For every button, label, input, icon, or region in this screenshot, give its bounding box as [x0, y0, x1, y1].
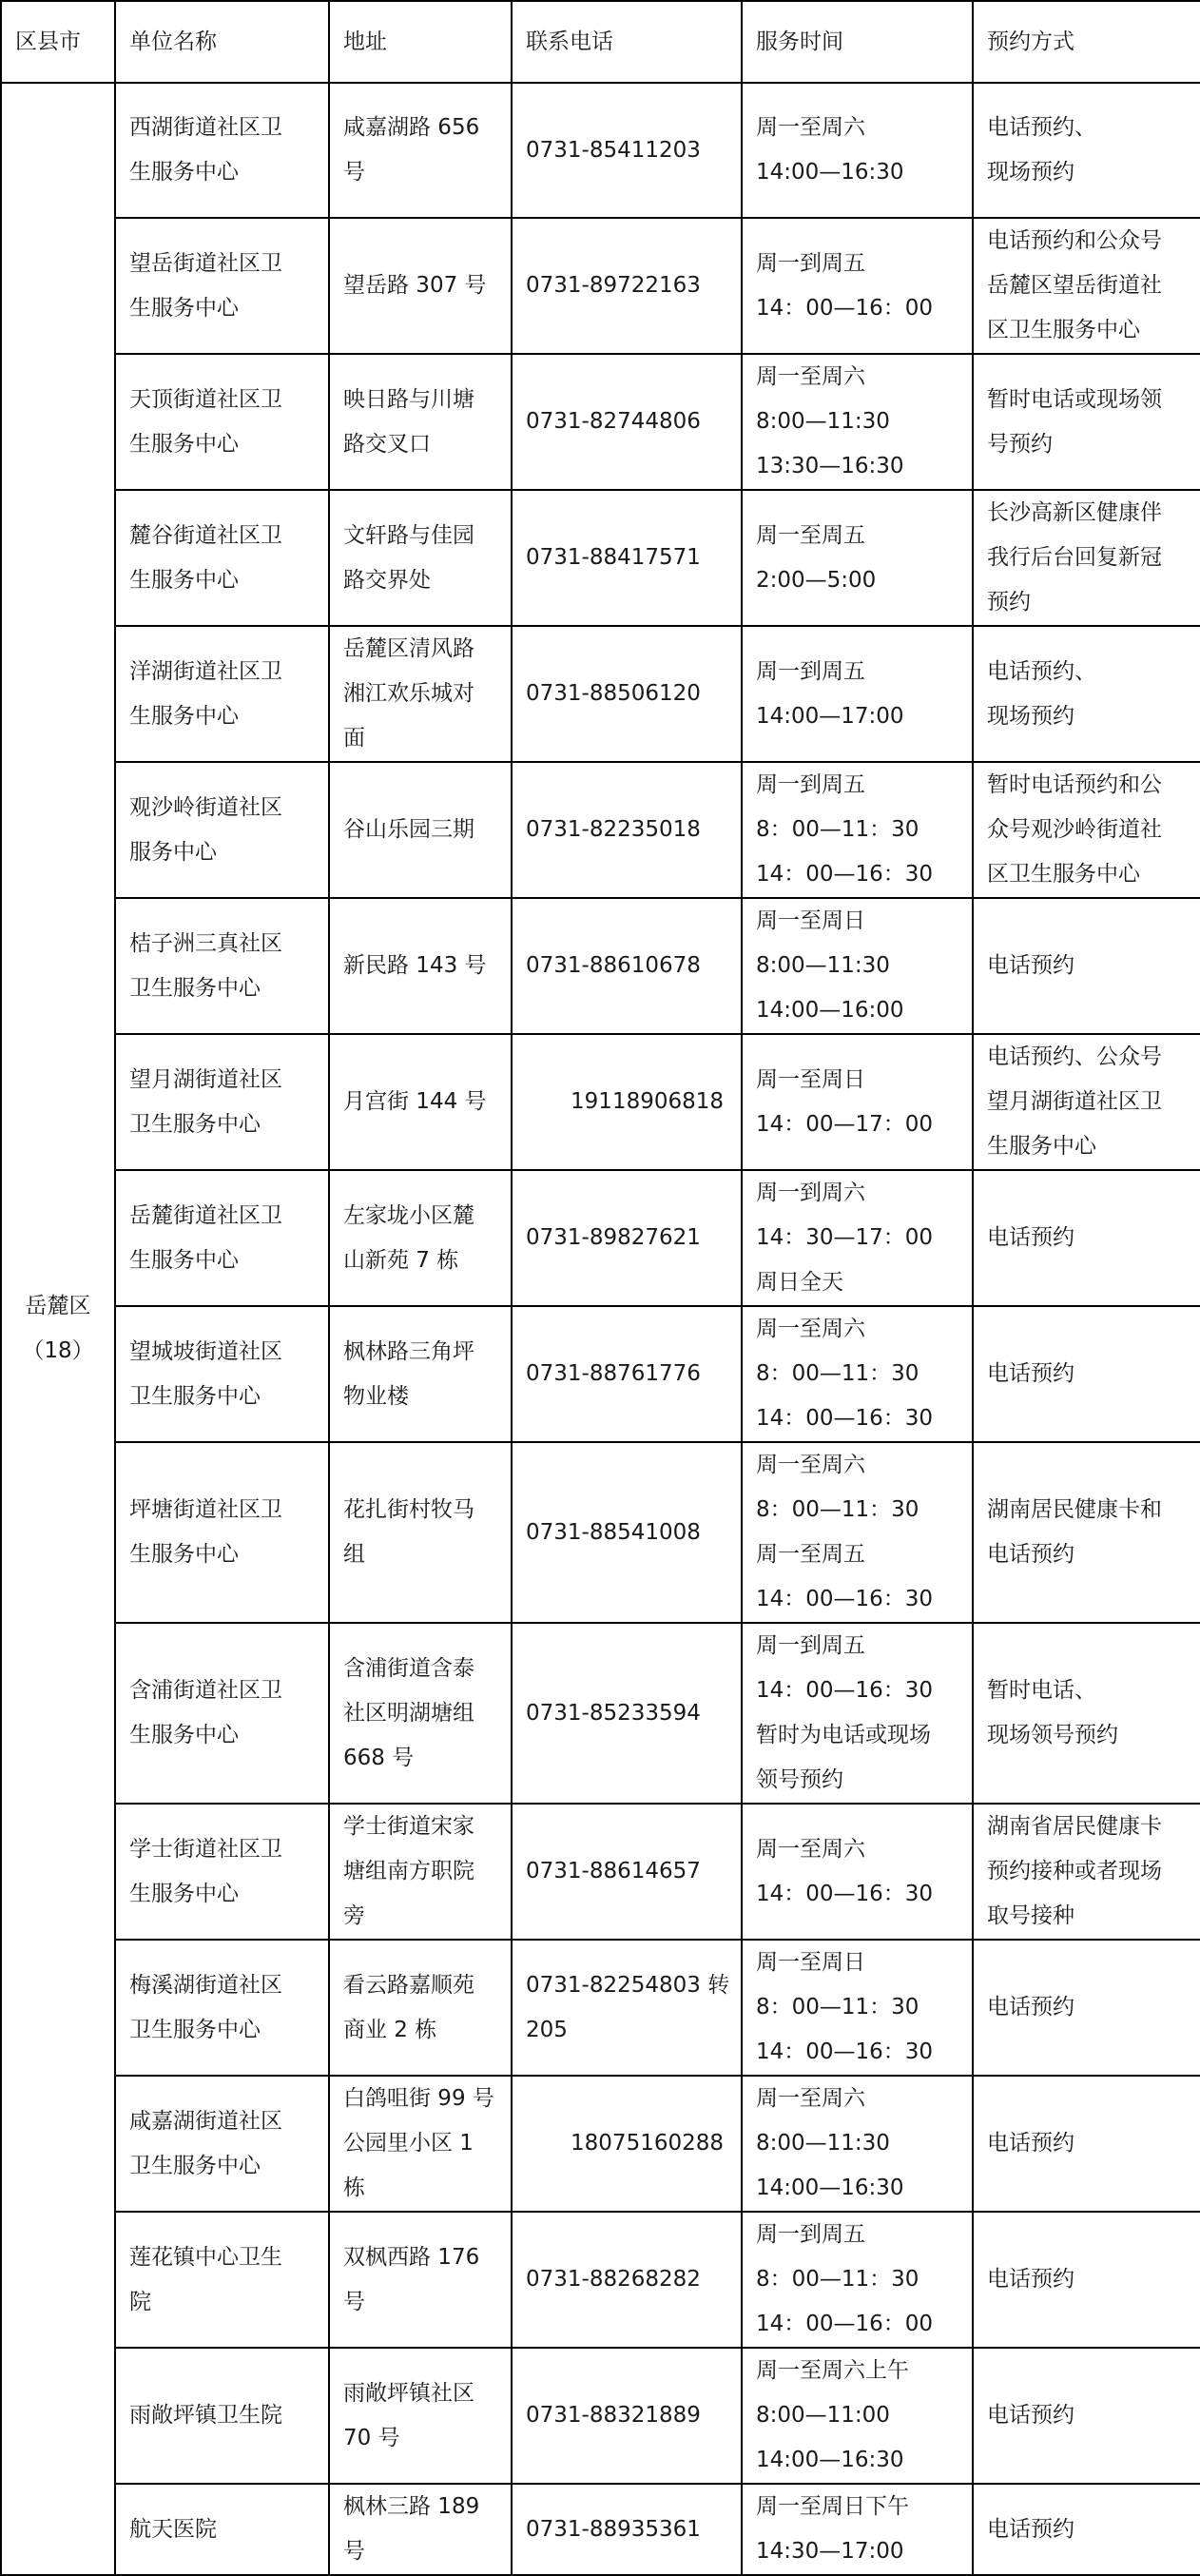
service-hours-line: 周一至周日	[756, 1950, 865, 1975]
service-hours-line: 周一至周五	[756, 522, 865, 548]
booking-method-line: 取号接种	[987, 1903, 1074, 1928]
service-hours-cell	[742, 762, 973, 898]
unit-name-line: 生服务中心	[129, 431, 239, 457]
service-hours-line: 周一至周六	[756, 1317, 865, 1341]
service-hours-line: 领号预约	[756, 1767, 843, 1792]
booking-method-line: 电话预约	[987, 2403, 1074, 2428]
address-line: 文轩路与佳园	[343, 522, 474, 548]
service-hours-line: 14：00—16：30	[756, 1881, 934, 1906]
unit-name-line: 卫生服务中心	[129, 975, 261, 1001]
service-hours-cell	[742, 1034, 973, 1170]
unit-name-line: 卫生服务中心	[129, 1111, 261, 1137]
phone-cell	[512, 1034, 742, 1170]
booking-method-line: 现场预约	[987, 160, 1074, 185]
unit-name-line: 咸嘉湖街道社区	[129, 2108, 282, 2134]
phone-line: 0731-82744806	[526, 409, 701, 434]
table-row	[1, 2076, 1200, 2212]
booking-method-line: 预约	[987, 590, 1031, 615]
unit-name-line: 洋湖街道社区卫	[129, 658, 282, 684]
address-cell	[329, 1940, 512, 2076]
table-row	[1, 1804, 1200, 1940]
booking-method-cell	[973, 1804, 1200, 1940]
unit-name-line: 生服务中心	[129, 295, 239, 321]
address-cell	[329, 218, 512, 354]
address-cell	[329, 1623, 512, 1804]
address-line: 望岳路 307 号	[343, 273, 487, 298]
unit-name-line: 生服务中心	[129, 160, 239, 185]
address-line: 社区明湖塘组	[343, 1700, 474, 1726]
service-hours-line: 14:00—16:30	[756, 160, 904, 185]
address-line: 号	[343, 2289, 365, 2314]
service-hours-cell	[742, 1442, 973, 1623]
service-hours-cell	[742, 1306, 973, 1442]
phone-cell	[512, 1940, 742, 2076]
address-line: 枫林路三角坪	[343, 1338, 474, 1364]
table-row	[1, 83, 1200, 218]
phone-cell	[512, 2076, 742, 2212]
phone-line: 18075160288	[571, 2131, 724, 2156]
unit-name-cell	[115, 1804, 329, 1940]
unit-name-line: 含浦街道社区卫	[129, 1678, 282, 1703]
booking-method-line: 电话预约	[987, 1361, 1074, 1386]
unit-name-cell	[115, 626, 329, 762]
unit-name-line: 学士街道社区卫	[129, 1836, 282, 1862]
booking-method-line: 电话预约	[987, 953, 1074, 978]
phone-cell	[512, 1804, 742, 1940]
unit-name-line: 莲花镇中心卫生	[129, 2244, 282, 2270]
address-line: 路交界处	[343, 567, 431, 593]
booking-method-line: 电话预约、	[987, 115, 1096, 140]
service-hours-line: 周一到周五	[756, 1633, 865, 1658]
booking-method-line: 湖南居民健康卡和	[987, 1497, 1162, 1522]
phone-line: 0731-89827621	[526, 1225, 701, 1250]
booking-method-cell	[973, 1034, 1200, 1170]
unit-name-line: 生服务中心	[129, 1881, 239, 1906]
phone-cell	[512, 1623, 742, 1804]
booking-method-cell	[973, 1940, 1200, 2076]
table-row	[1, 626, 1200, 762]
phone-cell	[512, 762, 742, 898]
booking-method-line: 我行后台回复新冠	[987, 545, 1162, 570]
booking-method-cell	[973, 1623, 1200, 1804]
table-row	[1, 490, 1200, 626]
address-line: 公园里小区 1	[343, 2131, 474, 2156]
booking-method-line: 区卫生服务中心	[987, 318, 1140, 342]
service-hours-line: 周一到周五	[756, 2222, 865, 2247]
service-hours-line: 14:00—17:00	[756, 703, 904, 729]
unit-name-cell	[115, 1623, 329, 1804]
address-line: 映日路与川塘	[343, 386, 474, 412]
service-hours-cell	[742, 2348, 973, 2484]
booking-method-line: 长沙高新区健康伴	[987, 500, 1162, 525]
service-hours-cell	[742, 2484, 973, 2575]
unit-name-cell	[115, 354, 329, 490]
unit-name-line: 生服务中心	[129, 1247, 239, 1273]
phone-cell	[512, 898, 742, 1034]
service-hours-line: 14:00—16:30	[756, 2448, 904, 2472]
phone-line: 0731-88610678	[526, 953, 701, 978]
booking-method-line: 电话预约、	[987, 658, 1096, 684]
address-line: 枫林三路 189	[343, 2494, 480, 2519]
address-line: 山新苑 7 栋	[343, 1247, 459, 1273]
booking-method-line: 暂时电话预约和公	[987, 772, 1162, 797]
service-hours-cell	[742, 2212, 973, 2348]
unit-name-line: 坪塘街道社区卫	[129, 1497, 282, 1522]
service-hours-line: 14：00—16：00	[756, 295, 934, 321]
unit-name-cell	[115, 1306, 329, 1442]
phone-cell	[512, 2212, 742, 2348]
service-hours-cell	[742, 2076, 973, 2212]
unit-name-cell	[115, 218, 329, 354]
unit-name-line: 航天医院	[129, 2516, 217, 2542]
address-line: 双枫西路 176	[343, 2244, 480, 2270]
address-line: 含浦街道含泰	[343, 1655, 474, 1681]
booking-method-line: 区卫生服务中心	[987, 862, 1140, 887]
unit-name-cell	[115, 898, 329, 1034]
table-row	[1, 2212, 1200, 2348]
unit-name-line: 望月湖街道社区	[129, 1066, 282, 1092]
address-line: 岳麓区清风路	[343, 636, 474, 661]
address-cell	[329, 898, 512, 1034]
service-hours-line: 周一至周六	[756, 1453, 865, 1477]
service-hours-line: 周日全天	[756, 1270, 843, 1295]
address-line: 新民路 143 号	[343, 953, 487, 978]
phone-cell	[512, 83, 742, 218]
booking-method-line: 众号观沙岭街道社	[987, 817, 1162, 842]
service-hours-line: 8：00—11：30	[756, 817, 919, 842]
address-line: 花扎街村牧马	[343, 1497, 474, 1522]
table-row	[1, 218, 1200, 354]
address-cell	[329, 1170, 512, 1306]
unit-name-line: 生服务中心	[129, 703, 239, 729]
unit-name-line: 麓谷街道社区卫	[129, 522, 282, 548]
phone-line: 0731-88541008	[526, 1519, 701, 1545]
unit-name-cell	[115, 1034, 329, 1170]
phone-line: 0731-89722163	[526, 273, 701, 298]
unit-name-cell	[115, 2484, 329, 2575]
header-district: 区县市	[1, 1, 115, 83]
header-phone: 联系电话	[512, 1, 742, 83]
booking-method-line: 电话预约	[987, 2516, 1074, 2542]
service-hours-line: 14:30—17:00	[756, 2539, 904, 2564]
booking-method-cell	[973, 626, 1200, 762]
address-line: 咸嘉湖路 656	[343, 115, 480, 140]
address-line: 面	[343, 726, 365, 751]
service-hours-line: 周一至周六	[756, 364, 865, 389]
table-row	[1, 1623, 1200, 1804]
unit-name-cell	[115, 2212, 329, 2348]
service-hours-cell	[742, 898, 973, 1034]
table-row	[1, 1940, 1200, 2076]
phone-cell	[512, 626, 742, 762]
service-hours-line: 8:00—11:30	[756, 2131, 890, 2156]
service-hours-line: 周一至周日下午	[756, 2494, 909, 2519]
service-hours-line: 8：00—11：30	[756, 2267, 919, 2292]
table-row	[1, 2484, 1200, 2575]
address-cell	[329, 2076, 512, 2212]
address-line: 组	[343, 1542, 365, 1567]
unit-name-cell	[115, 2076, 329, 2212]
header-booking: 预约方式	[973, 1, 1200, 83]
header-name: 单位名称	[115, 1, 329, 83]
phone-cell	[512, 2348, 742, 2484]
address-line: 号	[343, 2539, 365, 2564]
phone-line: 0731-88321889	[526, 2403, 701, 2428]
booking-method-line: 现场预约	[987, 703, 1074, 729]
address-line: 月宫街 144 号	[343, 1089, 487, 1114]
service-hours-line: 14：30—17：00	[756, 1225, 934, 1250]
address-cell	[329, 1442, 512, 1623]
service-hours-cell	[742, 1170, 973, 1306]
address-cell	[329, 1804, 512, 1940]
address-line: 旁	[343, 1903, 365, 1928]
phone-line: 19118906818	[571, 1089, 724, 1114]
unit-name-line: 西湖街道社区卫	[129, 115, 282, 140]
unit-name-line: 岳麓街道社区卫	[129, 1202, 282, 1228]
booking-method-cell	[973, 898, 1200, 1034]
phone-line: 0731-88417571	[526, 545, 701, 570]
service-hours-cell	[742, 490, 973, 626]
address-line: 668 号	[343, 1745, 415, 1770]
booking-method-cell	[973, 1170, 1200, 1306]
booking-method-cell	[973, 1442, 1200, 1623]
address-line: 看云路嘉顺苑	[343, 1972, 474, 1998]
unit-name-line: 生服务中心	[129, 1723, 239, 1747]
service-hours-line: 8:00—11:30	[756, 409, 890, 434]
unit-name-cell	[115, 490, 329, 626]
address-cell	[329, 490, 512, 626]
unit-name-cell	[115, 1442, 329, 1623]
phone-line: 0731-82235018	[526, 817, 701, 842]
address-cell	[329, 1306, 512, 1442]
booking-method-line: 电话预约	[987, 2131, 1074, 2156]
district-name: 岳麓区	[25, 1294, 91, 1318]
phone-line: 0731-85233594	[526, 1700, 701, 1726]
header-hours: 服务时间	[742, 1, 973, 83]
address-line: 路交叉口	[343, 431, 431, 457]
service-hours-cell	[742, 354, 973, 490]
unit-name-cell	[115, 762, 329, 898]
booking-method-line: 湖南省居民健康卡	[987, 1814, 1162, 1839]
service-hours-line: 14：00—16：30	[756, 1678, 934, 1703]
service-hours-cell	[742, 1804, 973, 1940]
booking-method-line: 电话预约、公众号	[987, 1044, 1162, 1069]
unit-name-line: 望城坡街道社区	[129, 1338, 282, 1364]
service-hours-line: 周一至周六	[756, 1836, 865, 1862]
address-cell	[329, 2212, 512, 2348]
booking-method-line: 号预约	[987, 431, 1053, 457]
service-hours-line: 暂时为电话或现场	[756, 1723, 931, 1747]
unit-name-line: 卫生服务中心	[129, 2153, 261, 2178]
service-hours-line: 周一至周六上午	[756, 2358, 909, 2383]
phone-line: 0731-88935361	[526, 2516, 701, 2542]
booking-method-cell	[973, 354, 1200, 490]
phone-line: 205	[526, 2017, 568, 2042]
service-hours-line: 周一到周五	[756, 772, 865, 797]
unit-name-line: 生服务中心	[129, 1542, 239, 1567]
booking-method-line: 电话预约	[987, 1542, 1074, 1567]
phone-cell	[512, 218, 742, 354]
unit-name-line: 观沙岭街道社区	[129, 794, 282, 820]
unit-name-line: 卫生服务中心	[129, 2017, 261, 2042]
address-line: 塘组南方职院	[343, 1859, 474, 1883]
service-hours-line: 14：00—16：30	[756, 862, 934, 887]
address-line: 左家垅小区麓	[343, 1202, 474, 1228]
service-hours-line: 13:30—16:30	[756, 454, 904, 478]
phone-cell	[512, 2484, 742, 2575]
unit-name-line: 卫生服务中心	[129, 1383, 261, 1409]
service-hours-line: 14:00—16:00	[756, 998, 904, 1023]
phone-line: 0731-88614657	[526, 1859, 701, 1883]
table-row	[1, 1034, 1200, 1170]
address-cell	[329, 1034, 512, 1170]
booking-method-cell	[973, 1306, 1200, 1442]
district-cell	[1, 83, 115, 2575]
booking-method-cell	[973, 2076, 1200, 2212]
booking-method-cell	[973, 762, 1200, 898]
booking-method-cell	[973, 490, 1200, 626]
service-hours-line: 周一至周五	[756, 1542, 865, 1567]
service-hours-line: 周一到周五	[756, 658, 865, 684]
table-row	[1, 1170, 1200, 1306]
booking-method-line: 电话预约和公众号	[987, 228, 1162, 253]
phone-cell	[512, 1170, 742, 1306]
phone-cell	[512, 354, 742, 490]
phone-line: 0731-88506120	[526, 681, 701, 706]
booking-method-cell	[973, 2212, 1200, 2348]
booking-method-line: 电话预约	[987, 1995, 1074, 2020]
header-address: 地址	[329, 1, 512, 83]
booking-method-line: 望月湖街道社区卫	[987, 1089, 1162, 1114]
booking-method-line: 电话预约	[987, 1225, 1074, 1250]
table-row	[1, 354, 1200, 490]
booking-method-cell	[973, 2484, 1200, 2575]
unit-name-line: 天顶街道社区卫	[129, 386, 282, 412]
service-hours-line: 14:00—16:30	[756, 2176, 904, 2200]
booking-method-line: 暂时电话或现场领	[987, 386, 1162, 412]
service-hours-line: 14：00—16：30	[756, 1587, 934, 1611]
booking-method-line: 岳麓区望岳街道社	[987, 273, 1162, 298]
booking-method-cell	[973, 83, 1200, 218]
address-line: 70 号	[343, 2425, 400, 2450]
service-hours-line: 周一到周六	[756, 1181, 865, 1205]
booking-method-cell	[973, 218, 1200, 354]
address-cell	[329, 762, 512, 898]
booking-method-line: 电话预约	[987, 2267, 1074, 2292]
unit-name-cell	[115, 1940, 329, 2076]
table-header-row	[1, 1, 1200, 83]
table-row	[1, 2348, 1200, 2484]
service-hours-line: 8:00—11:30	[756, 953, 890, 978]
table-row	[1, 762, 1200, 898]
service-hours-line: 8:00—11:00	[756, 2403, 890, 2428]
district-count: （18）	[22, 1338, 94, 1363]
address-line: 商业 2 栋	[343, 2017, 437, 2042]
address-cell	[329, 2348, 512, 2484]
service-hours-line: 14：00—16：30	[756, 1406, 934, 1431]
service-hours-line: 8：00—11：30	[756, 1361, 919, 1386]
table-row	[1, 1306, 1200, 1442]
unit-name-line: 雨敞坪镇卫生院	[129, 2403, 282, 2428]
unit-name-line: 望岳街道社区卫	[129, 250, 282, 276]
service-hours-line: 14：00—16：00	[756, 2312, 934, 2336]
address-line: 栋	[343, 2176, 365, 2200]
phone-cell	[512, 1442, 742, 1623]
table-row	[1, 1442, 1200, 1623]
phone-line: 0731-85411203	[526, 137, 701, 163]
service-hours-line: 周一到周五	[756, 250, 865, 276]
service-hours-cell	[742, 626, 973, 762]
booking-method-line: 现场领号预约	[987, 1723, 1118, 1747]
unit-name-line: 院	[129, 2289, 151, 2314]
service-hours-cell	[742, 1940, 973, 2076]
address-line: 湘江欢乐城对	[343, 681, 474, 706]
booking-method-line: 暂时电话、	[987, 1678, 1096, 1703]
unit-name-cell	[115, 83, 329, 218]
service-hours-cell	[742, 218, 973, 354]
address-line: 学士街道宋家	[343, 1814, 474, 1839]
address-cell	[329, 354, 512, 490]
phone-line: 0731-82254803 转	[526, 1972, 730, 1998]
service-hours-cell	[742, 83, 973, 218]
address-cell	[329, 2484, 512, 2575]
service-hours-line: 2:00—5:00	[756, 567, 877, 593]
booking-method-line: 预约接种或者现场	[987, 1859, 1162, 1883]
unit-name-line: 梅溪湖街道社区	[129, 1972, 282, 1998]
phone-cell	[512, 490, 742, 626]
address-line: 号	[343, 160, 365, 185]
phone-line: 0731-88268282	[526, 2267, 701, 2292]
unit-name-line: 桔子洲三真社区	[129, 930, 282, 956]
address-line: 物业楼	[343, 1383, 409, 1409]
service-hours-line: 14：00—16：30	[756, 2039, 934, 2064]
service-hours-line: 周一至周日	[756, 908, 865, 933]
table-row	[1, 898, 1200, 1034]
phone-line: 0731-88761776	[526, 1361, 701, 1386]
service-hours-cell	[742, 1623, 973, 1804]
service-hours-line: 14：00—17：00	[756, 1111, 934, 1137]
booking-method-cell	[973, 2348, 1200, 2484]
booking-method-line: 生服务中心	[987, 1134, 1096, 1159]
address-line: 白鸽咀街 99 号	[343, 2086, 494, 2111]
unit-name-cell	[115, 1170, 329, 1306]
unit-name-cell	[115, 2348, 329, 2484]
address-line: 雨敞坪镇社区	[343, 2380, 474, 2406]
service-hours-line: 周一至周日	[756, 1066, 865, 1092]
unit-name-line: 服务中心	[129, 839, 217, 865]
service-hours-line: 8：00—11：30	[756, 1497, 919, 1522]
address-cell	[329, 83, 512, 218]
unit-name-line: 生服务中心	[129, 567, 239, 593]
address-cell	[329, 626, 512, 762]
phone-cell	[512, 1306, 742, 1442]
service-hours-line: 周一至周六	[756, 2086, 865, 2111]
service-hours-line: 8：00—11：30	[756, 1995, 919, 2020]
service-hours-line: 周一至周六	[756, 115, 865, 140]
address-line: 谷山乐园三期	[343, 817, 474, 842]
